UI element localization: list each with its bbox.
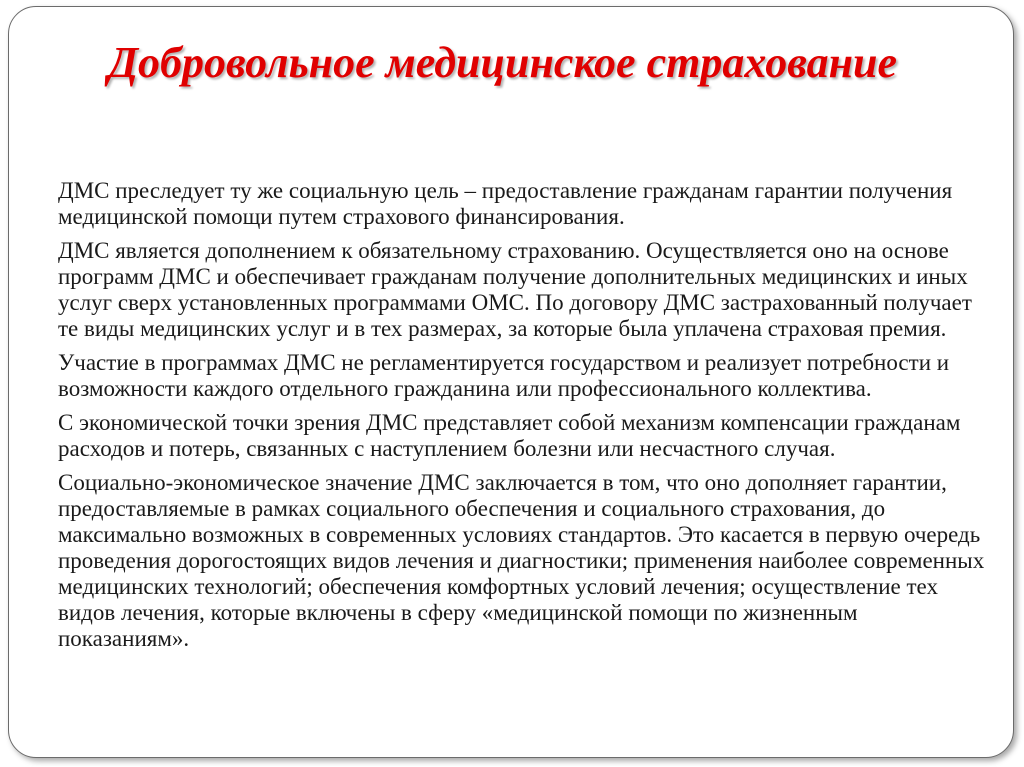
paragraph-1: ДМС преследует ту же социальную цель – предоставление гражданам гарантии получения медицинской помощи путем страхового финансирования. — [58, 178, 953, 229]
slide-body — [58, 178, 988, 660]
paragraph-5: Социально-экономическое значение ДМС заключается в том, что оно дополняет гарантии, предоставляемые в рамках социального обеспечения и социального страхования, до максимально возможных в современных условиях стандартов. Это касается в первую очередь проведения дорогостоящих видов лечения и диагностики; применения наиболее современных медицинских технологий; обеспечения комфортных условий лечения; осуществление тех видов лечения, которые включены в сферу «медицинской помощи по жизненным показаниям». — [58, 470, 985, 651]
paragraph-2: ДМС является дополнением к обязательному страхованию. Осуществляется оно на основе программ ДМС и обеспечивает гражданам получение дополнительных медицинских и иных услуг сверх установленных программами ОМС. По договору ДМС застрахованный получает те виды медицинских услуг и в тех размерах, за которые была уплачена страховая премия. — [58, 238, 972, 341]
paragraph-3: Участие в программах ДМС не регламентируется государством и реализует потребности и возможности каждого отдельного гражданина или профессионального коллектива. — [58, 350, 950, 401]
paragraph-4: С экономической точки зрения ДМС представляет собой механизм компенсации гражданам расходов и потерь, связанных с наступлением болезни или несчастного случая. — [58, 410, 961, 461]
slide-title: Добровольное медицинское страхование — [108, 38, 898, 87]
